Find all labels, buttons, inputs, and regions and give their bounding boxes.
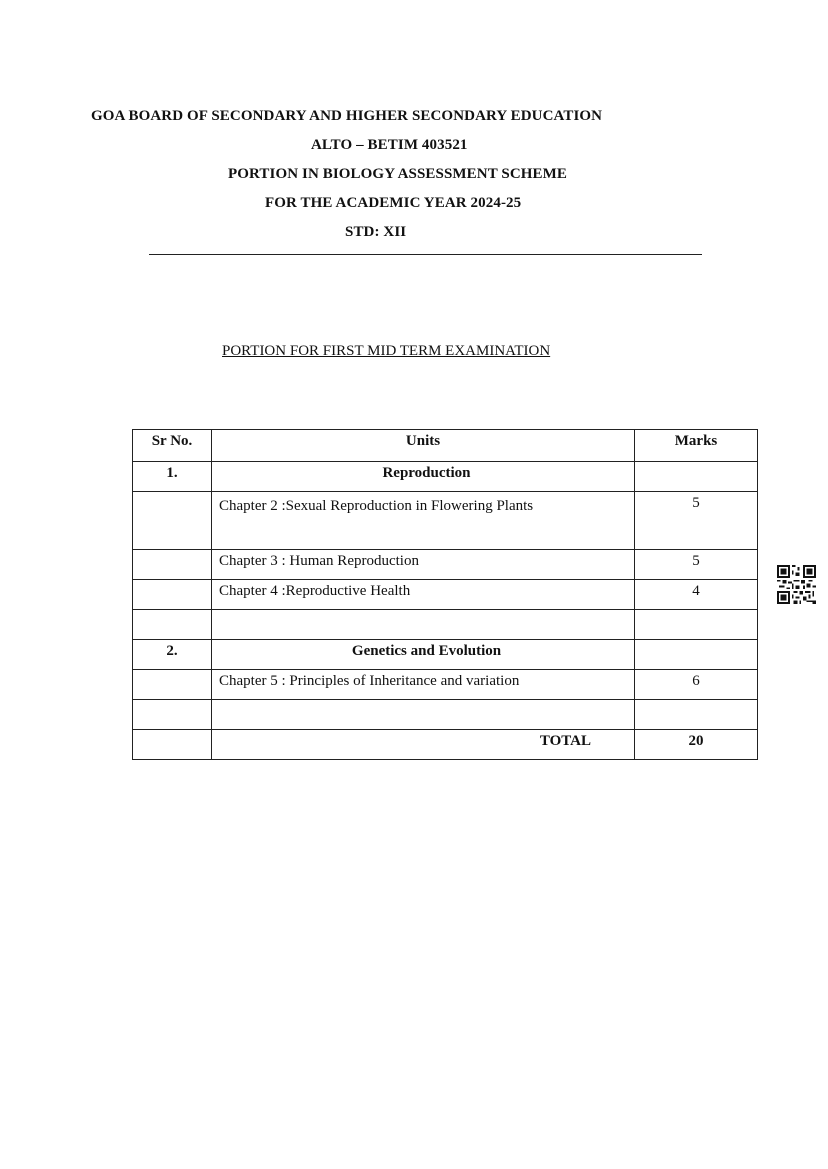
marks-cell: 5 xyxy=(692,495,700,511)
marks-cell: 5 xyxy=(692,553,700,569)
col-header-units: Units xyxy=(212,430,635,462)
table-row xyxy=(133,580,758,610)
table-row xyxy=(133,550,758,580)
header-divider xyxy=(149,254,702,255)
sr-cell: 2. xyxy=(166,643,178,659)
table-row xyxy=(133,492,758,550)
board-name: GOA BOARD OF SECONDARY AND HIGHER SECONDARY EDUCATION xyxy=(91,108,603,124)
total-label: TOTAL xyxy=(539,733,591,749)
academic-year: FOR THE ACADEMIC YEAR 2024-25 xyxy=(265,195,522,211)
col-header-marks: Marks xyxy=(635,430,758,462)
standard: STD: XII xyxy=(345,224,407,240)
chapter-cell: Chapter 2 :Sexual Reproduction in Flowering Plants xyxy=(219,498,534,514)
table-header-row xyxy=(133,430,758,462)
sr-cell: 1. xyxy=(166,465,178,481)
marks-cell: 4 xyxy=(692,583,700,599)
scheme-title: PORTION IN BIOLOGY ASSESSMENT SCHEME xyxy=(228,166,567,182)
board-address: ALTO – BETIM 403521 xyxy=(311,137,468,153)
unit-heading: Reproduction xyxy=(382,465,471,481)
qr-code-icon xyxy=(777,565,816,604)
table-row xyxy=(133,610,758,640)
chapter-cell: Chapter 4 :Reproductive Health xyxy=(219,583,411,599)
section-title: PORTION FOR FIRST MID TERM EXAMINATION xyxy=(222,343,551,359)
chapter-cell: Chapter 3 : Human Reproduction xyxy=(219,553,419,569)
table-row xyxy=(133,670,758,700)
total-row xyxy=(133,730,758,760)
total-marks: 20 xyxy=(688,733,704,749)
chapter-cell: Chapter 5 : Principles of Inheritance and variation xyxy=(219,673,520,689)
unit-heading: Genetics and Evolution xyxy=(351,643,502,659)
portion-table xyxy=(132,429,758,760)
col-header-sr: Sr No. xyxy=(133,430,212,462)
table-row xyxy=(133,700,758,730)
table-row xyxy=(133,462,758,492)
table-row xyxy=(133,640,758,670)
marks-cell: 6 xyxy=(692,673,700,689)
